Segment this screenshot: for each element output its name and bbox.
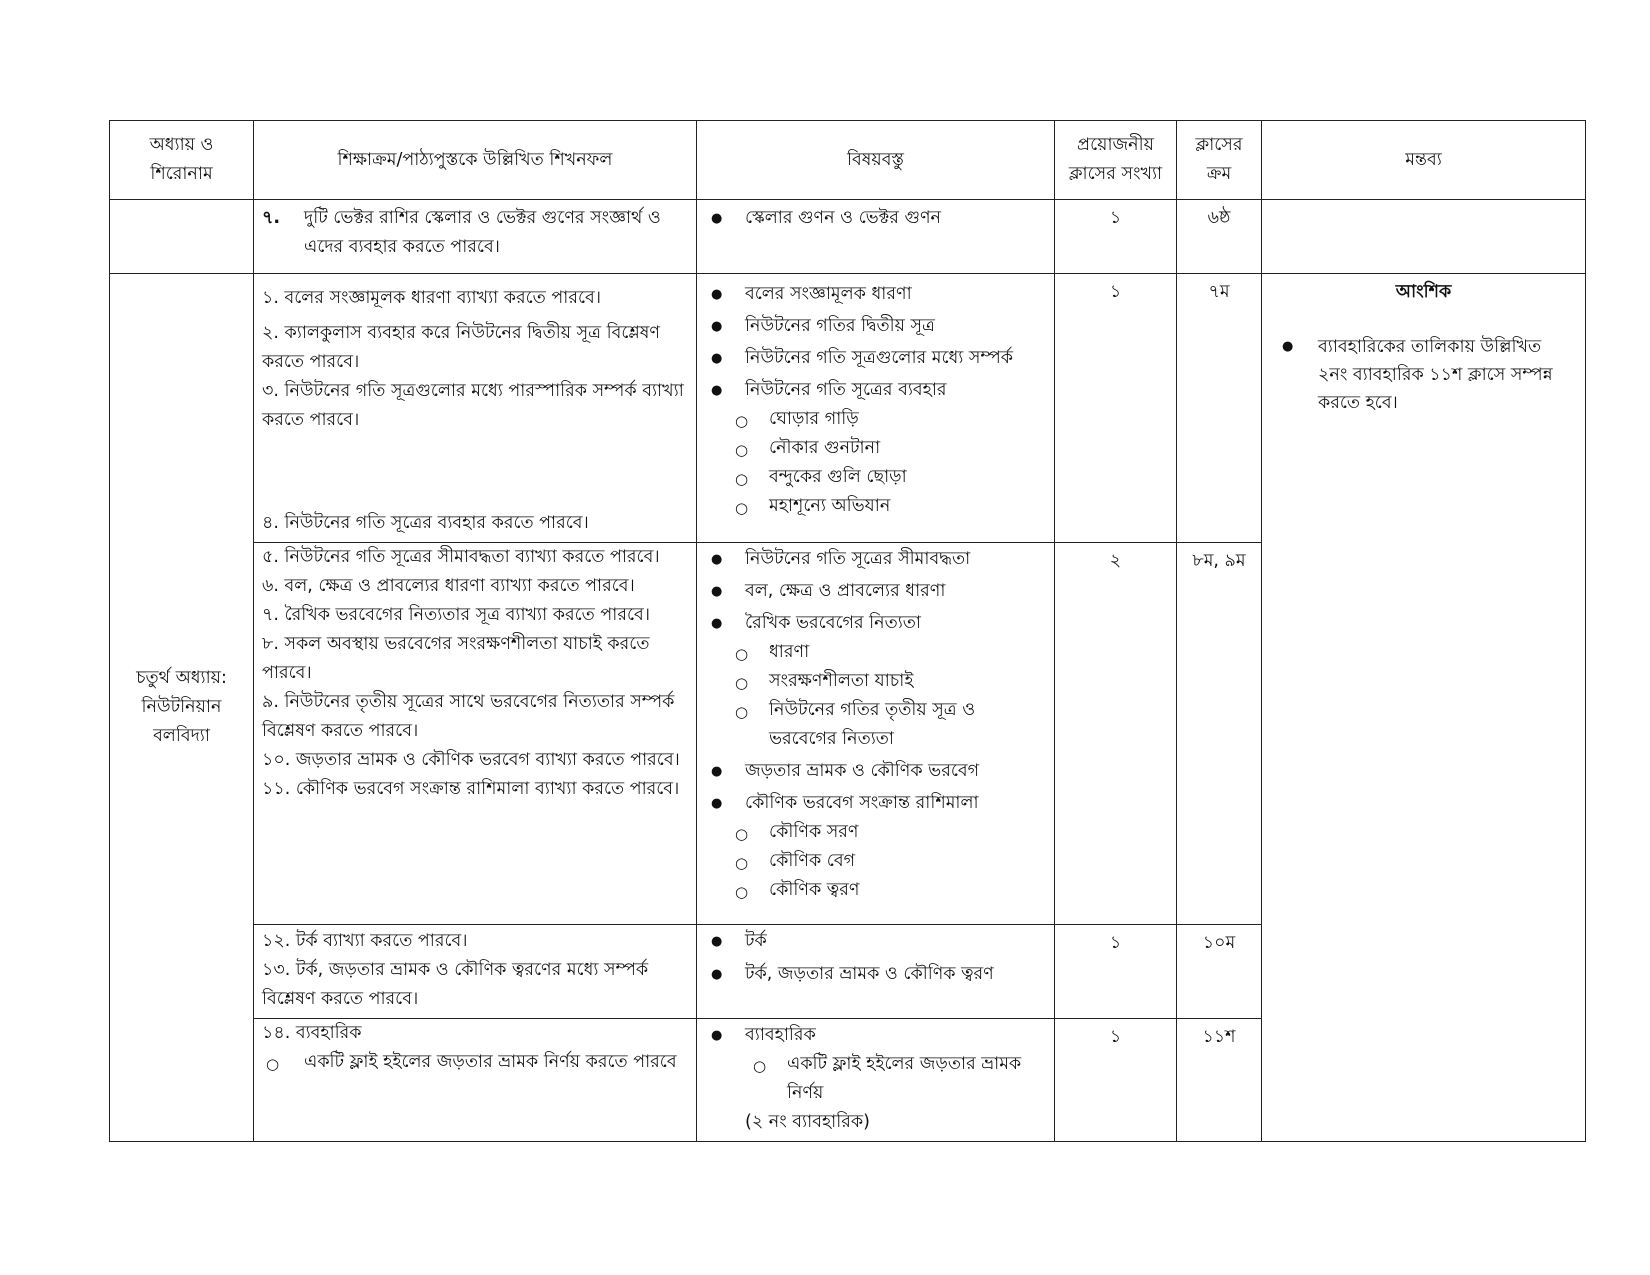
content-item: ● বলের সংজ্ঞামূলক ধারণা (705, 280, 1046, 309)
content-cell (697, 274, 1055, 543)
content-item: ● টর্ক (705, 927, 1046, 956)
classes-count: ১ (1055, 1019, 1177, 1142)
content-item: ● জড়তার ভ্রামক ও কৌণিক ভরবেগ (705, 757, 1046, 786)
content-cell (697, 200, 1055, 274)
content-subitem: ○ নিউটনের গতির তৃতীয় সূত্র ও ভরবেগের নিত্যতা (735, 696, 1046, 754)
class-order: ৮ম, ৯ম (1177, 543, 1262, 925)
content-item: ● স্কেলার গুণন ও ভেক্টর গুণন (705, 204, 1046, 233)
outcome-item: ২. ক্যালকুলাস ব্যবহার করে নিউটনের দ্বিতীয় সূত্র বিশ্লেষণ করতে পারবে। (262, 323, 661, 372)
remark-item: ● ব্যাবহারিকের তালিকায় উল্লিখিত ২নং ব্যাবহারিক ১১শ ক্লাসে সম্পন্ন করতে হবে। (1272, 333, 1575, 417)
content-item: ● নিউটনের গতি সূত্রের সীমাবদ্ধতা (705, 545, 1046, 574)
class-order: ১০ম (1177, 925, 1262, 1019)
header-remarks: মন্তব্য (1262, 121, 1586, 200)
classes-count: ১ (1055, 925, 1177, 1019)
syllabus-table (109, 120, 1586, 1142)
content-subitem: ○ একটি ফ্লাই হইলের জড়তার ভ্রামক নির্ণয় (753, 1050, 1046, 1108)
remarks-cell-empty (1262, 200, 1586, 274)
header-chapter: অধ্যায় ও শিরোনাম (110, 121, 254, 200)
content-item: ● রৈখিক ভরবেগের নিত্যতা (705, 609, 1046, 638)
content-subitem: ○ সংরক্ষণশীলতা যাচাই (735, 667, 1046, 696)
outcome-item: ৯. নিউটনের তৃতীয় সূত্রের সাথে ভরবেগের নিত্যতার সম্পর্ক বিশ্লেষণ করতে পারবে। (262, 692, 675, 741)
content-subitem: ○ কৌণিক বেগ (735, 847, 1046, 876)
content-item: ● নিউটনের গতি সূত্রগুলোর মধ্যে সম্পর্ক (705, 344, 1046, 373)
outcome-cell (254, 543, 697, 925)
table-row (110, 274, 1586, 543)
content-cell (697, 925, 1055, 1019)
class-order: ৭ম (1177, 274, 1262, 543)
content-item: ● কৌণিক ভরবেগ সংক্রান্ত রাশিমালা (705, 789, 1046, 818)
outcome-cell (254, 925, 697, 1019)
classes-count: ১ (1055, 274, 1177, 543)
chapter-cell-empty (110, 200, 254, 274)
outcome-item: ৩. নিউটনের গতি সূত্রগুলোর মধ্যে পারস্পারিক সম্পর্ক ব্যাখ্যা করতে পারবে। (262, 381, 684, 430)
outcome-cell (254, 200, 697, 274)
outcome-item: ১১. কৌণিক ভরবেগ সংক্রান্ত রাশিমালা ব্যাখ্যা করতে পারবে। (262, 779, 680, 799)
outcome-cell (254, 274, 697, 543)
outcome-item: ৫. নিউটনের গতি সূত্রের সীমাবদ্ধতা ব্যাখ্যা করতে পারবে। (262, 547, 660, 567)
class-order: ১১শ (1177, 1019, 1262, 1142)
chapter-title: চতুর্থ অধ্যায়: নিউটনিয়ান বলবিদ্যা (110, 274, 254, 1142)
content-subitem: ○ নৌকার গুনটানা (735, 434, 1046, 463)
outcome-cell (254, 1019, 697, 1142)
content-note: (২ নং ব্যাবহারিক) (745, 1112, 870, 1132)
header-class-order: ক্লাসের ক্রম (1177, 121, 1262, 200)
table-row (110, 200, 1586, 274)
outcome-item: ১৪. ব্যবহারিক (262, 1023, 362, 1043)
outcome-item: ১০. জড়তার ভ্রামক ও কৌণিক ভরবেগ ব্যাখ্যা করতে পারবে। (262, 750, 680, 770)
outcome-item: ১৩. টর্ক, জড়তার ভ্রামক ও কৌণিক ত্বরণের মধ্যে সম্পর্ক বিশ্লেষণ করতে পারবে। (262, 960, 649, 1009)
content-cell (697, 543, 1055, 925)
outcome-item: ১. বলের সংজ্ঞামূলক ধারণা ব্যাখ্যা করতে পারবে। (262, 288, 601, 308)
header-outcome: শিক্ষাক্রম/পাঠ্যপুস্তকে উল্লিখিত শিখনফল (254, 121, 697, 200)
class-order: ৬ষ্ঠ (1177, 200, 1262, 274)
content-cell (697, 1019, 1055, 1142)
content-item: ● ব্যাবহারিক (705, 1021, 1046, 1050)
header-row (110, 121, 1586, 200)
outcome-number: ৭. (262, 208, 281, 228)
content-item: ● বল, ক্ষেত্র ও প্রাবল্যের ধারণা (705, 577, 1046, 606)
content-item: ● নিউটনের গতির দ্বিতীয় সূত্র (705, 312, 1046, 341)
outcome-item: ৬. বল, ক্ষেত্র ও প্রাবল্যের ধারণা ব্যাখ্যা করতে পারবে। (262, 576, 635, 596)
content-subitem: ○ মহাশূন্যে অভিযান (735, 492, 1046, 521)
content-subitem: ○ বন্দুকের গুলি ছোড়া (735, 463, 1046, 492)
content-subitem: ○ ধারণা (735, 638, 1046, 667)
classes-count: ২ (1055, 543, 1177, 925)
header-content: বিষয়বস্তু (697, 121, 1055, 200)
content-item: ● নিউটনের গতি সূত্রের ব্যবহার (705, 376, 1046, 405)
content-item: ● টর্ক, জড়তার ভ্রামক ও কৌণিক ত্বরণ (705, 960, 1046, 989)
outcome-subitem: ○ একটি ফ্লাই হইলের জড়তার ভ্রামক নির্ণয় করতে পারবে (266, 1048, 688, 1077)
content-subitem: ○ কৌণিক সরণ (735, 818, 1046, 847)
remark-heading: আংশিক (1395, 282, 1452, 302)
content-subitem: ○ কৌণিক ত্বরণ (735, 876, 1046, 905)
outcome-item: ৭. রৈখিক ভরবেগের নিত্যতার সূত্র ব্যাখ্যা করতে পারবে। (262, 605, 650, 625)
outcome-text: দুটি ভেক্টর রাশির স্কেলার ও ভেক্টর গুণের সংজ্ঞার্থ ও এদের ব্যবহার করতে পারবে। (304, 208, 661, 257)
outcome-item: ৮. সকল অবস্থায় ভরবেগের সংরক্ষণশীলতা যাচাই করতে পারবে। (262, 634, 650, 683)
outcome-item: ১২. টর্ক ব্যাখ্যা করতে পারবে। (262, 931, 468, 951)
remarks-cell (1262, 274, 1586, 1142)
content-subitem: ○ ঘোড়ার গাড়ি (735, 405, 1046, 434)
outcome-item: ৪. নিউটনের গতি সূত্রের ব্যবহার করতে পারবে। (262, 513, 589, 533)
classes-count: ১ (1055, 200, 1177, 274)
header-classes-needed: প্রয়োজনীয় ক্লাসের সংখ্যা (1055, 121, 1177, 200)
